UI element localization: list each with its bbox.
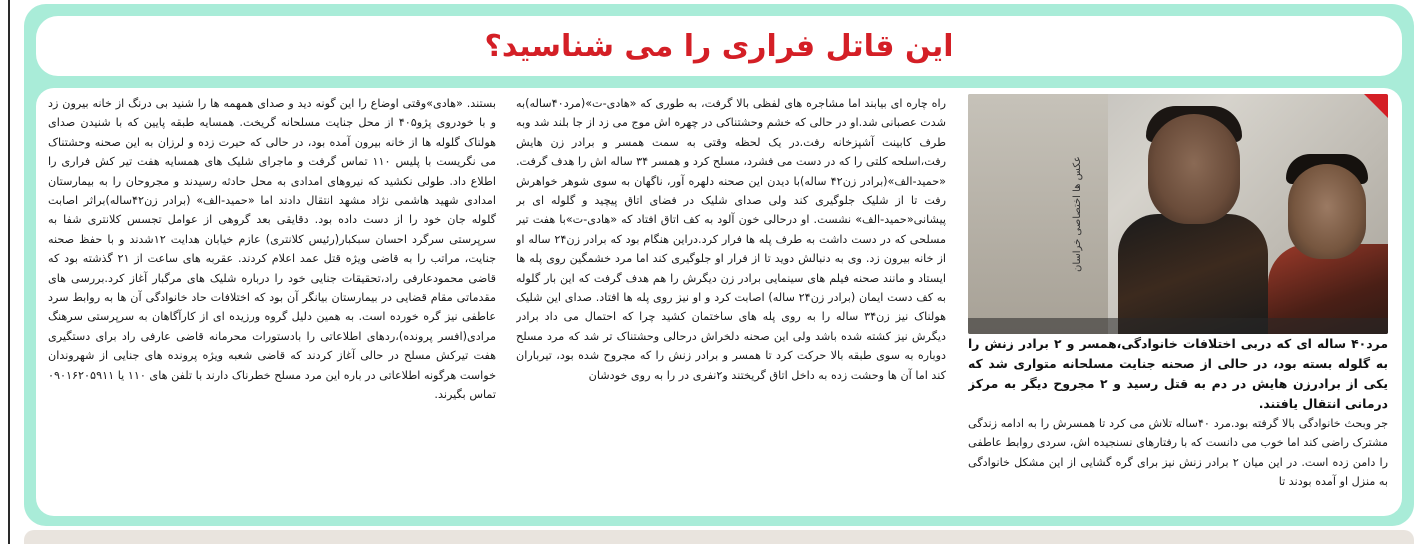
column-right bbox=[968, 94, 1388, 514]
photo-caption-strip bbox=[968, 318, 1388, 334]
article-body bbox=[36, 88, 1402, 516]
next-article-band bbox=[24, 530, 1414, 544]
photo-figure-shirt bbox=[1118, 214, 1268, 334]
column-left bbox=[48, 94, 496, 512]
photo-credit: عکس ها اختصاصی خراسان bbox=[1072, 156, 1083, 272]
headline-bar bbox=[36, 16, 1402, 76]
photo-corner-tag bbox=[1364, 94, 1388, 118]
photo-figure-face-2 bbox=[1288, 164, 1366, 259]
headline: این قاتل فراری را می شناسید؟ bbox=[484, 28, 954, 64]
article-lead: مرد۴۰ ساله ای که دربی اختلافات خانوادگی،همسر و ۲ برادر زنش را به گلوله بسته بود، در حالی از صحنه جنایت مسلحانه متواری شد که یکی از برادرزن هایش در دم به قتل رسید و ۲ مجروح دیگر به مرکز درمانی انتقال یافتند. bbox=[968, 336, 1388, 411]
article-panel bbox=[24, 4, 1414, 526]
column-middle bbox=[516, 94, 946, 512]
article-text-middle: راه چاره ای بیابند اما مشاجره های لفظی بالا گرفت، به طوری که «هادی-ت»(مرد۴۰ساله)به شدت عصبانی شد.او در حالی که خشم وحشتناکی در چهره اش موج می زد از جا بلند شد وبه طرف کابینت آشپزخانه رفت.در یک لحظه وقتی به سمت همسر و برادر زن هایش رفت،اسلحه کلتی را که در دست می فشرد، مسلح کرد و همسر ۳۴ ساله اش را هدف گرفت. «حمید-الف»(برادر زن۴۲ ساله)با دیدن این صحنه دلهره آور، ناگهان به سوی شوهر خواهرش رفت تا از شلیک جلوگیری کند ولی صدای شلیک در فضای اتاق پیچید و گلوله ای بر پیشانی«حمید-الف» نشست. او درحالی خون آلود به کف اتاق افتاد که «هادی-ت»با هفت تیر مسلحی که در دست داشت به طرف پله ها فرار کرد.دراین هنگام بود که برادر زن۲۴ ساله او از خانه بیرون زد. وی به دنبالش دوید تا از فرار او جلوگیری کند اما مرد خشمگین روی پله ها ایستاد و مانند صحنه فیلم های سینمایی برادر زن دیگرش را هم هدف گرفت که این بار گلوله به کف دست ایمان (برادر زن۲۴ ساله) اصابت کرد و او نیز روی پله ها افتاد. صدای این شلیک هولناک نیز زن۳۴ ساله را به روی پله های ساختمان کشید چرا که احتمال می داد برادر دیگرش نیز کشته شده باشد ولی این صحنه دلخراش درحالی وحشتناک تر شد که مرد مسلح دوباره به سوی طبقه بالا حرکت کرد تا همسر و برادر زنش را که مجروح شده بود، تیرباران کند اما آن ها وحشت زده به داخل اتاق گریختند و۲نفری در را به روی خودشان bbox=[516, 97, 946, 382]
photo-figure-face bbox=[1148, 114, 1240, 224]
suspect-photo bbox=[968, 94, 1388, 334]
article-text-left: بستند. «هادی»وقتی اوضاع را این گونه دید و صدای همهمه ها را شنید بی درنگ از خانه بیرون زد و با خودروی پژو۴۰۵ از محل جنایت مسلحانه گریخت. همسایه طبقه پایین که با شنیدن صدای هولناک گلوله ها از خانه بیرون آمده بود، در حالی که حیرت زده و لرزان به این صحنه وحشتناک می نگریست با پلیس ۱۱۰ تماس گرفت و ماجرای شلیک های همسایه هفت تیر کش فراری را اطلاع داد. طولی نکشید که نیروهای امدادی به محل حادثه رسیدند و مجروحان را به بیمارستان امدادی شهید هاشمی نژاد مشهد انتقال دادند اما «حمید-الف» (برادر زن۴۲ساله)براثر اصابت گلوله جان خود را از دست داده بود. دقایقی بعد گروهی از عوامل تجسس کلانتری شفا به سرپرستی سرگرد احسان سبکبار(رئیس کلانتری) عازم خیابان هدایت ۱۲شدند و با حفظ صحنه جنایت، مراتب را به قاضی ویژه قتل عمد اعلام کردند. عقربه های ساعت از ۲۱ گذشته بود که قاضی محمودعارفی راد،تحقیقات جنایی خود را درباره شلیک های مرگبار آغاز کرد.بررسی های مقدماتی مقام قضایی در بیمارستان بیانگر آن بود که اختلافات حاد خانوادگی آن ها به روابط سرد عاطفی نیز گره خورده است. به همین دلیل گروه ورزیده ای از کارآگاهان به سرپرستی سرهنگ مرادی(افسر پرونده)،ردهای اطلاعاتی را بادستورات محرمانه قاضی عارفی راد برای دستگیری هفت تیرکش مسلح در حالی آغاز کردند که قاضی شعبه ویژه پرونده های جنایی از شهروندان خواست هرگونه اطلاعاتی در باره این مرد مسلح خطرناک دارند با تلفن های ۱۱۰ یا ۰۹۰۱۶۲۰۵۹۱۱ تماس بگیرند. bbox=[48, 97, 496, 402]
page-margin-rule bbox=[8, 0, 10, 544]
article-text-right: جر وبحث خانوادگی بالا گرفته بود.مرد ۴۰ساله تلاش می کرد تا همسرش را به ادامه زندگی مشترک راضی کند اما خوب می دانست که با رفتارهای نسنجیده اش، سردی روابط عاطفی را دامن زده است. در این میان ۲ برادر زنش نیز برای گره گشایی از این مشکل خانوادگی به منزل او آمده بودند تا bbox=[968, 417, 1388, 489]
